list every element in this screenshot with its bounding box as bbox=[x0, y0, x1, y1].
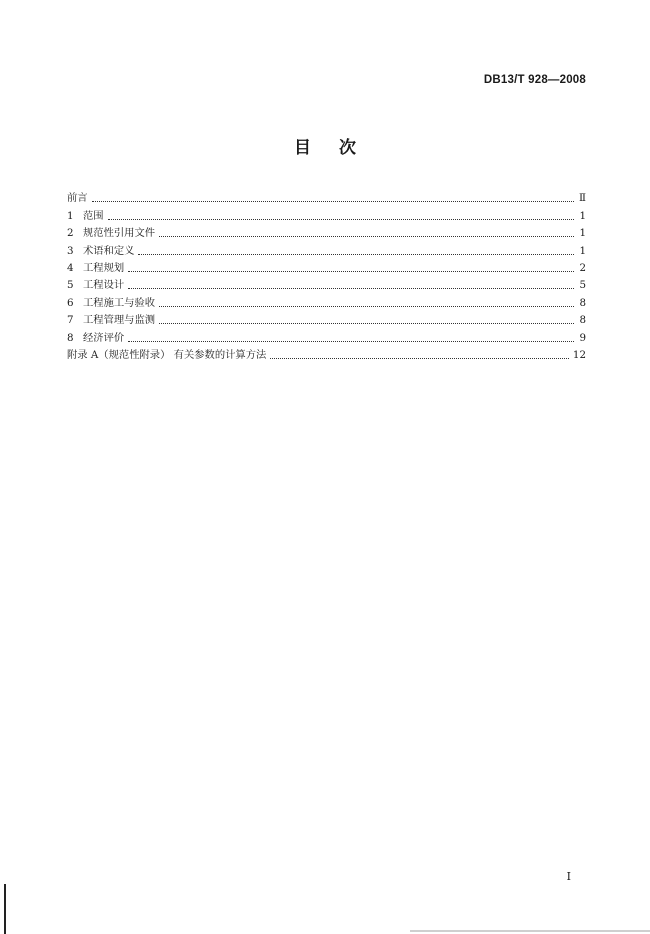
toc-entry-label: 工程施工与验收 bbox=[83, 296, 156, 309]
dot-leader bbox=[108, 218, 574, 220]
dot-leader bbox=[159, 305, 574, 307]
toc-entry-number: 8 bbox=[67, 331, 74, 344]
title-char-1: 目 bbox=[294, 138, 312, 158]
dot-leader bbox=[159, 235, 574, 237]
scan-bottom-line bbox=[410, 930, 650, 932]
toc-entry-appendix-a[interactable] bbox=[67, 346, 586, 363]
toc-entry-label: 附录 A（规范性附录） 有关参数的计算方法 bbox=[67, 348, 267, 361]
toc-entry-label: 前言 bbox=[67, 192, 88, 205]
dot-leader bbox=[128, 287, 574, 289]
dot-leader bbox=[128, 270, 574, 272]
toc-entry-label: 范围 bbox=[83, 209, 104, 222]
toc-entry-number: 3 bbox=[67, 244, 74, 257]
toc-entry-page: 1 bbox=[579, 209, 586, 222]
toc-entry-label: 经济评价 bbox=[83, 331, 125, 344]
toc-entry-number: 5 bbox=[67, 279, 74, 292]
toc-entry-page: 9 bbox=[579, 331, 586, 344]
toc-entry-page: 1 bbox=[579, 227, 586, 240]
toc-entry-6[interactable] bbox=[67, 293, 586, 310]
dot-leader bbox=[138, 253, 574, 255]
toc-entry-number: 6 bbox=[67, 296, 74, 309]
toc-entry-label: 工程管理与监测 bbox=[83, 314, 156, 327]
toc-entry-label: 工程规划 bbox=[83, 261, 125, 274]
toc-entry-page: 8 bbox=[579, 314, 586, 327]
toc-entry-number: 4 bbox=[67, 261, 74, 274]
toc-entry-number: 2 bbox=[67, 227, 74, 240]
toc-entry-3[interactable] bbox=[67, 241, 586, 258]
toc-entry-page: 12 bbox=[572, 348, 586, 361]
dot-leader bbox=[159, 322, 574, 324]
toc-entry-page: 8 bbox=[579, 296, 586, 309]
scan-edge-mark bbox=[4, 884, 6, 934]
toc-entry-page: 1 bbox=[579, 244, 586, 257]
title-char-2: 次 bbox=[338, 138, 356, 158]
toc-entry-2[interactable] bbox=[67, 224, 586, 241]
toc-entry-label: 术语和定义 bbox=[83, 244, 135, 257]
page-number: I bbox=[566, 870, 571, 883]
standard-code: DB13/T 928—2008 bbox=[483, 74, 586, 86]
toc-entry-label: 规范性引用文件 bbox=[83, 227, 156, 240]
toc-entry-page: 5 bbox=[579, 279, 586, 292]
toc-entry-7[interactable] bbox=[67, 311, 586, 328]
toc-entry-5[interactable] bbox=[67, 276, 586, 293]
toc-entry-label: 工程设计 bbox=[83, 279, 125, 292]
toc-entry-foreword[interactable] bbox=[67, 189, 586, 206]
toc-entry-page: 2 bbox=[579, 261, 586, 274]
toc-entry-page: Ⅱ bbox=[579, 192, 586, 205]
page-title bbox=[0, 133, 650, 158]
toc-entry-1[interactable] bbox=[67, 206, 586, 223]
table-of-contents bbox=[67, 189, 586, 363]
dot-leader bbox=[270, 357, 569, 359]
dot-leader bbox=[128, 340, 574, 342]
toc-entry-number: 7 bbox=[67, 314, 74, 327]
toc-entry-8[interactable] bbox=[67, 328, 586, 345]
toc-entry-4[interactable] bbox=[67, 259, 586, 276]
dot-leader bbox=[92, 200, 574, 202]
toc-entry-number: 1 bbox=[67, 209, 74, 222]
